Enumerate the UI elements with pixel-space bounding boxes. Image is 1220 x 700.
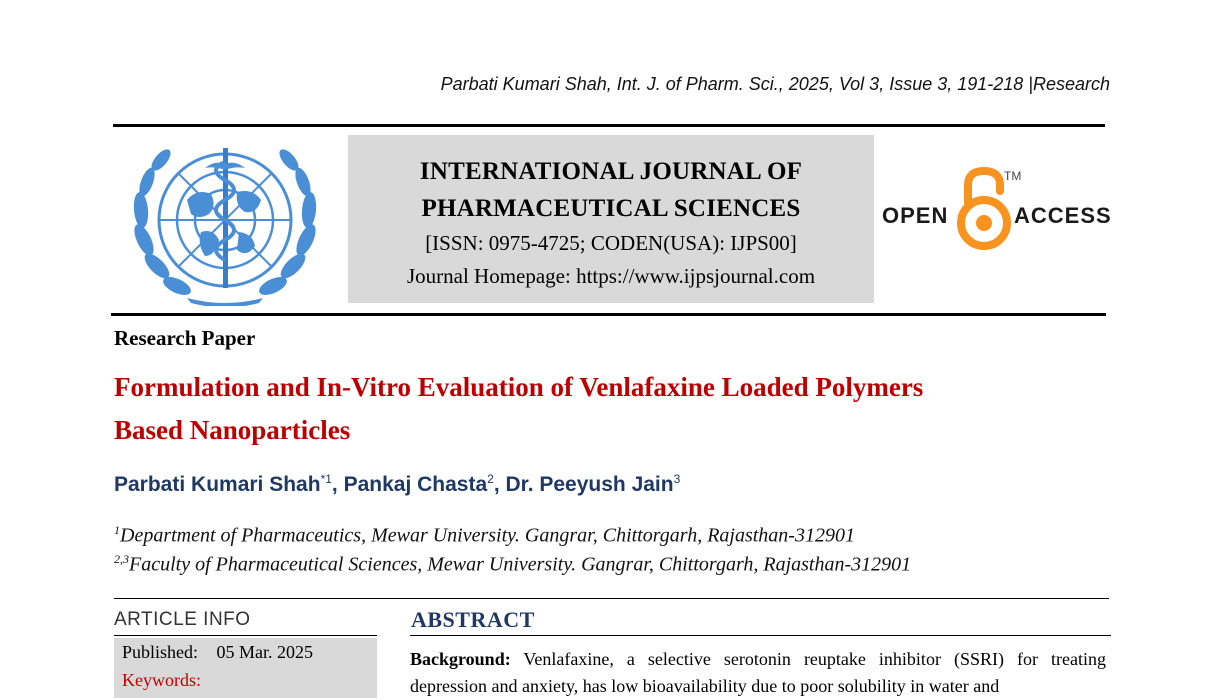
article-info-heading: ARTICLE INFO [114, 609, 251, 630]
background-label: Background: [410, 649, 511, 669]
article-info-rule [114, 635, 377, 636]
trademark-mark: TM [1004, 169, 1022, 183]
published-label: Published: [122, 642, 199, 662]
affiliation-text: Faculty of Pharmaceutical Sciences, Mewar University. Gangrar, Chittorgarh, Rajasthan-312901 [129, 553, 912, 576]
top-rule [113, 124, 1105, 127]
affiliation [114, 552, 911, 577]
author-mark: 2 [487, 472, 494, 486]
paper-title-line1: Formulation and In-Vitro Evaluation of Venlafaxine Loaded Polymers [114, 372, 924, 402]
journal-homepage[interactable]: Journal Homepage: https://www.ijpsjournal.com [406, 264, 816, 288]
open-access-word2: ACCESS [1014, 203, 1112, 228]
author-separator: , [331, 473, 344, 496]
affiliation-text: Department of Pharmaceutics, Mewar University. Gangrar, Chittorgarh, Rajasthan-312901 [120, 524, 855, 547]
article-info-box [114, 638, 377, 698]
author-mark: *1 [320, 472, 332, 486]
author-name[interactable]: Parbati Kumari Shah [114, 473, 321, 496]
journal-title-line1: INTERNATIONAL JOURNAL OF [419, 158, 803, 185]
author-mark: 3 [673, 472, 681, 486]
journal-title-line2: PHARMACEUTICAL SCIENCES [421, 195, 801, 222]
abstract-rule [410, 635, 1111, 636]
abstract-heading: ABSTRACT [411, 607, 535, 632]
open-access-word1: OPEN [882, 203, 949, 228]
author-name[interactable]: Pankaj Chasta [343, 473, 488, 496]
published-date: 05 Mar. 2025 [216, 642, 314, 662]
author-list [114, 472, 680, 497]
article-type: Research Paper [114, 326, 256, 350]
author-separator: , [493, 473, 506, 496]
affiliation [114, 523, 855, 548]
paper-title [114, 366, 1114, 452]
journal-emblem-logo [127, 140, 323, 306]
author-name[interactable]: Dr. Peeyush Jain [505, 473, 674, 496]
journal-issn: [ISSN: 0975-4725; CODEN(USA): IJPS00] [425, 231, 797, 255]
affiliation-mark: 2,3 [114, 552, 129, 566]
published-row [114, 638, 377, 666]
abstract-text [410, 646, 1106, 700]
paper-title-line2: Based Nanoparticles [114, 415, 351, 445]
running-head: Parbati Kumari Shah, Int. J. of Pharm. Sci., 2025, Vol 3, Issue 3, 191-218 |Research [440, 74, 1110, 94]
journal-masthead [348, 135, 874, 303]
masthead-bottom-rule [111, 313, 1106, 316]
affiliation-mark: 1 [114, 523, 120, 537]
background-text: Venlafaxine, a selective serotonin reuptake inhibitor (SSRI) for treating depression and anxiety, has low bioavailability due to poor solubility in water and [410, 649, 1106, 696]
keywords-label: Keywords: [122, 670, 201, 690]
open-access-logo [878, 165, 1110, 255]
section-rule [114, 598, 1109, 599]
